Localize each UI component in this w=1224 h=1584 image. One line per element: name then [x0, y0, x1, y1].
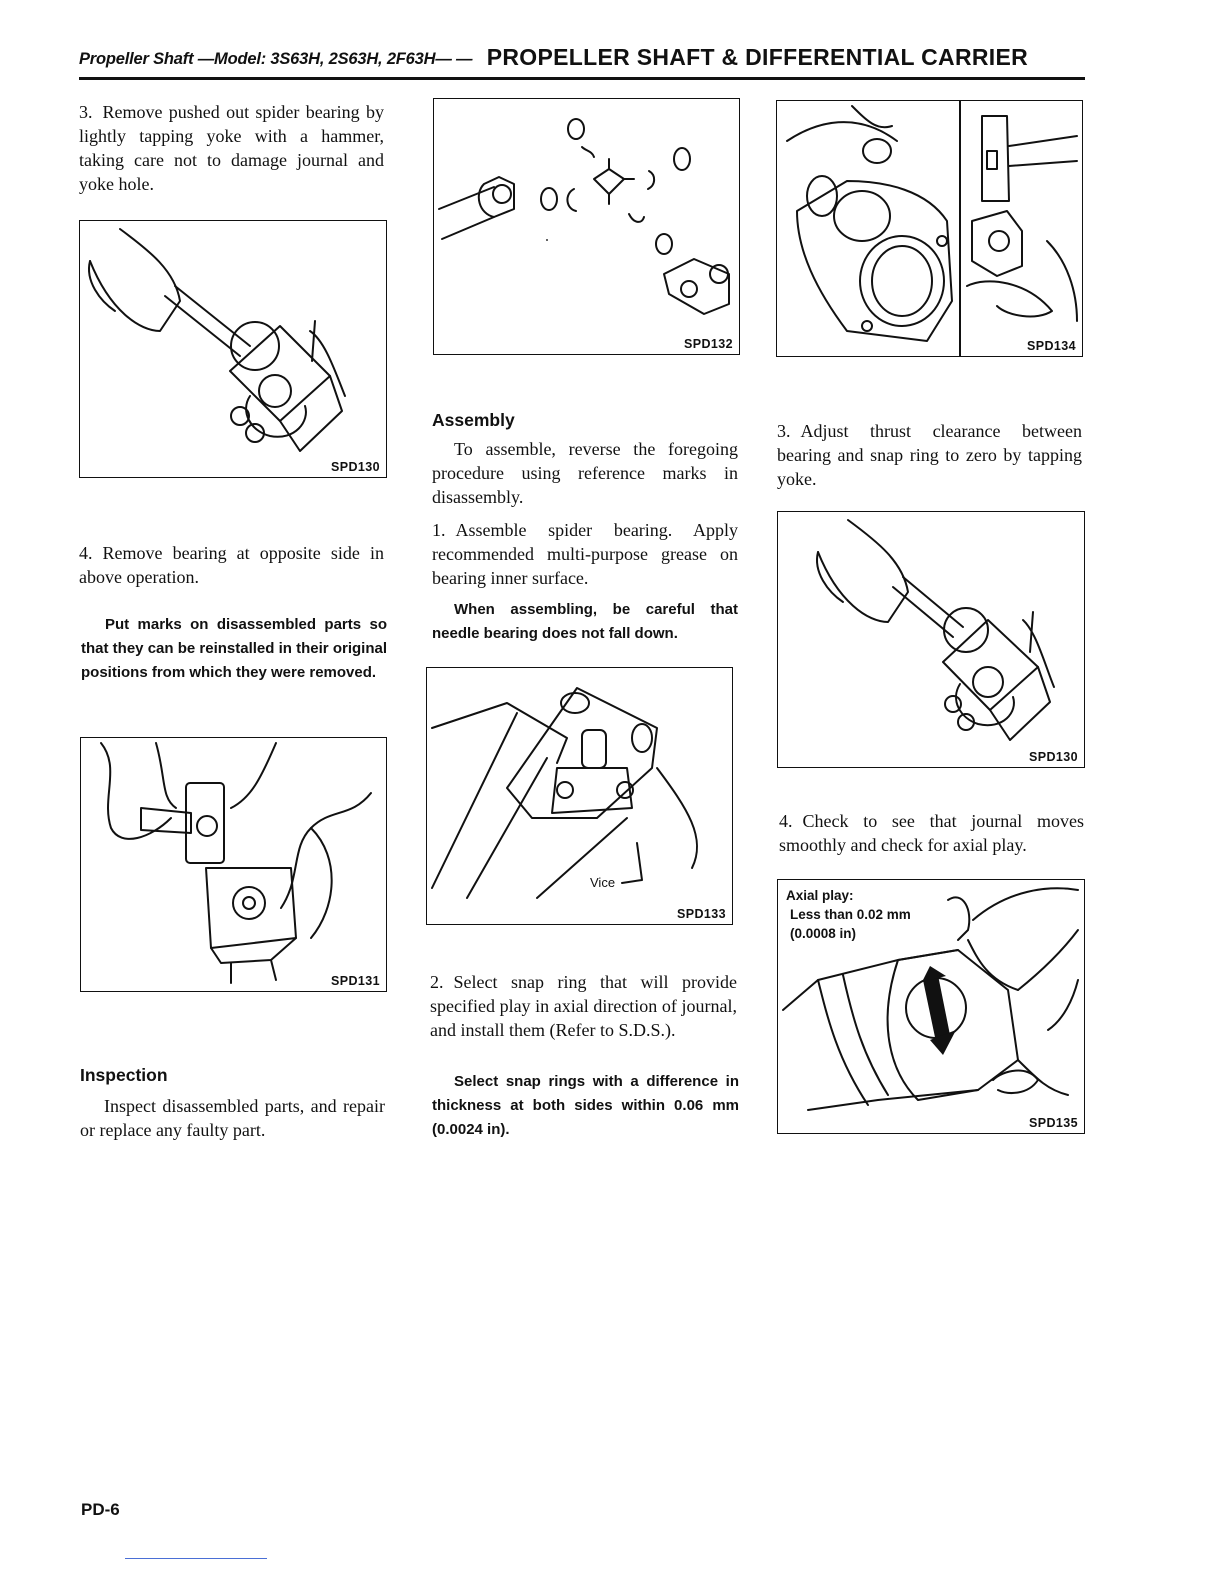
figure-spd131 — [80, 737, 387, 992]
figure-spd134 — [776, 100, 1083, 357]
middle-note1: When assembling, be careful that needle bearing does not fall down. — [432, 601, 738, 642]
right-step4-text: Check to see that journal moves smoothly and check for axial play. — [779, 811, 1084, 855]
right-step4 — [779, 809, 1084, 857]
middle-step1 — [432, 518, 738, 590]
header-model-text: Propeller Shaft —Model: 3S63H, 2S63H, 2F63H— — — [79, 50, 473, 68]
axial-play-value-in: (0.0008 in) — [790, 926, 857, 941]
figure-spd133 — [426, 667, 733, 925]
left-step4-text: Remove bearing at opposite side in above operation. — [79, 543, 384, 587]
figure-label: SPD134 — [1027, 339, 1076, 353]
left-step3 — [79, 100, 384, 196]
left-step3-num: 3. — [79, 102, 93, 122]
inspection-text: Inspect disassembled parts, and repair or replace any faulty part. — [80, 1096, 385, 1140]
middle-step1-num: 1. — [432, 520, 446, 540]
axial-play-spec — [786, 886, 915, 943]
middle-note2: Select snap rings with a difference in thickness at both sides within 0.06 mm (0.0024 in). — [432, 1073, 739, 1138]
hammer-on-yoke-illustration — [81, 738, 387, 992]
right-step3-text: Adjust thrust clearance between bearing and snap ring to zero by tapping yoke. — [777, 421, 1082, 489]
page-header — [79, 40, 1085, 80]
left-step4-num: 4. — [79, 543, 93, 563]
figure-spd130-right — [777, 511, 1085, 768]
right-step3 — [777, 419, 1082, 491]
assembly-text: To assemble, reverse the foregoing procedure using reference marks in disassembly. — [432, 439, 738, 507]
axial-play-value: Less than 0.02 mm — [790, 907, 911, 922]
figure-spd132 — [433, 98, 740, 355]
middle-step2 — [430, 970, 737, 1042]
hammer-tapping-yoke-illustration — [778, 512, 1085, 768]
figure-label: SPD132 — [684, 337, 733, 351]
right-step3-num: 3. — [777, 421, 791, 441]
header-section-title: PROPELLER SHAFT & DIFFERENTIAL CARRIER — [486, 44, 1028, 70]
spider-in-vice-illustration — [427, 668, 733, 925]
figure-label: SPD133 — [677, 907, 726, 921]
middle-step2-num: 2. — [430, 972, 444, 992]
differential-carrier-and-hammer-illustration — [777, 101, 1083, 357]
figure-label: SPD131 — [331, 974, 380, 988]
bottom-divider — [125, 1558, 267, 1559]
figure-label: SPD130 — [331, 460, 380, 474]
page-number: PD-6 — [81, 1500, 120, 1519]
hammer-tapping-yoke-illustration — [80, 221, 387, 478]
figure-label: SPD135 — [1029, 1116, 1078, 1130]
figure-spd130-left — [79, 220, 387, 478]
exploded-spider-bearing-illustration — [434, 99, 740, 355]
header-rule — [79, 77, 1085, 80]
axial-play-title: Axial play: — [786, 888, 854, 903]
middle-step2-text: Select snap ring that will provide specified play in axial direction of journal, and install them (Refer to S.D.S.). — [430, 972, 737, 1040]
vice-label: Vice — [590, 875, 616, 890]
left-step3-text: Remove pushed out spider bearing by lightly tapping yoke with a hammer, taking care not to damage journal and yoke hole. — [79, 102, 384, 194]
assembly-heading: Assembly — [432, 410, 515, 430]
middle-step1-text: Assemble spider bearing. Apply recommended multi-purpose grease on bearing inner surface. — [432, 520, 738, 588]
figure-spd135 — [777, 879, 1085, 1134]
left-note: Put marks on disassembled parts so that they can be reinstalled in their original positions from which they were removed. — [81, 616, 387, 681]
left-step4 — [79, 541, 384, 589]
inspection-heading: Inspection — [80, 1065, 168, 1085]
figure-label: SPD130 — [1029, 750, 1078, 764]
right-step4-num: 4. — [779, 811, 793, 831]
